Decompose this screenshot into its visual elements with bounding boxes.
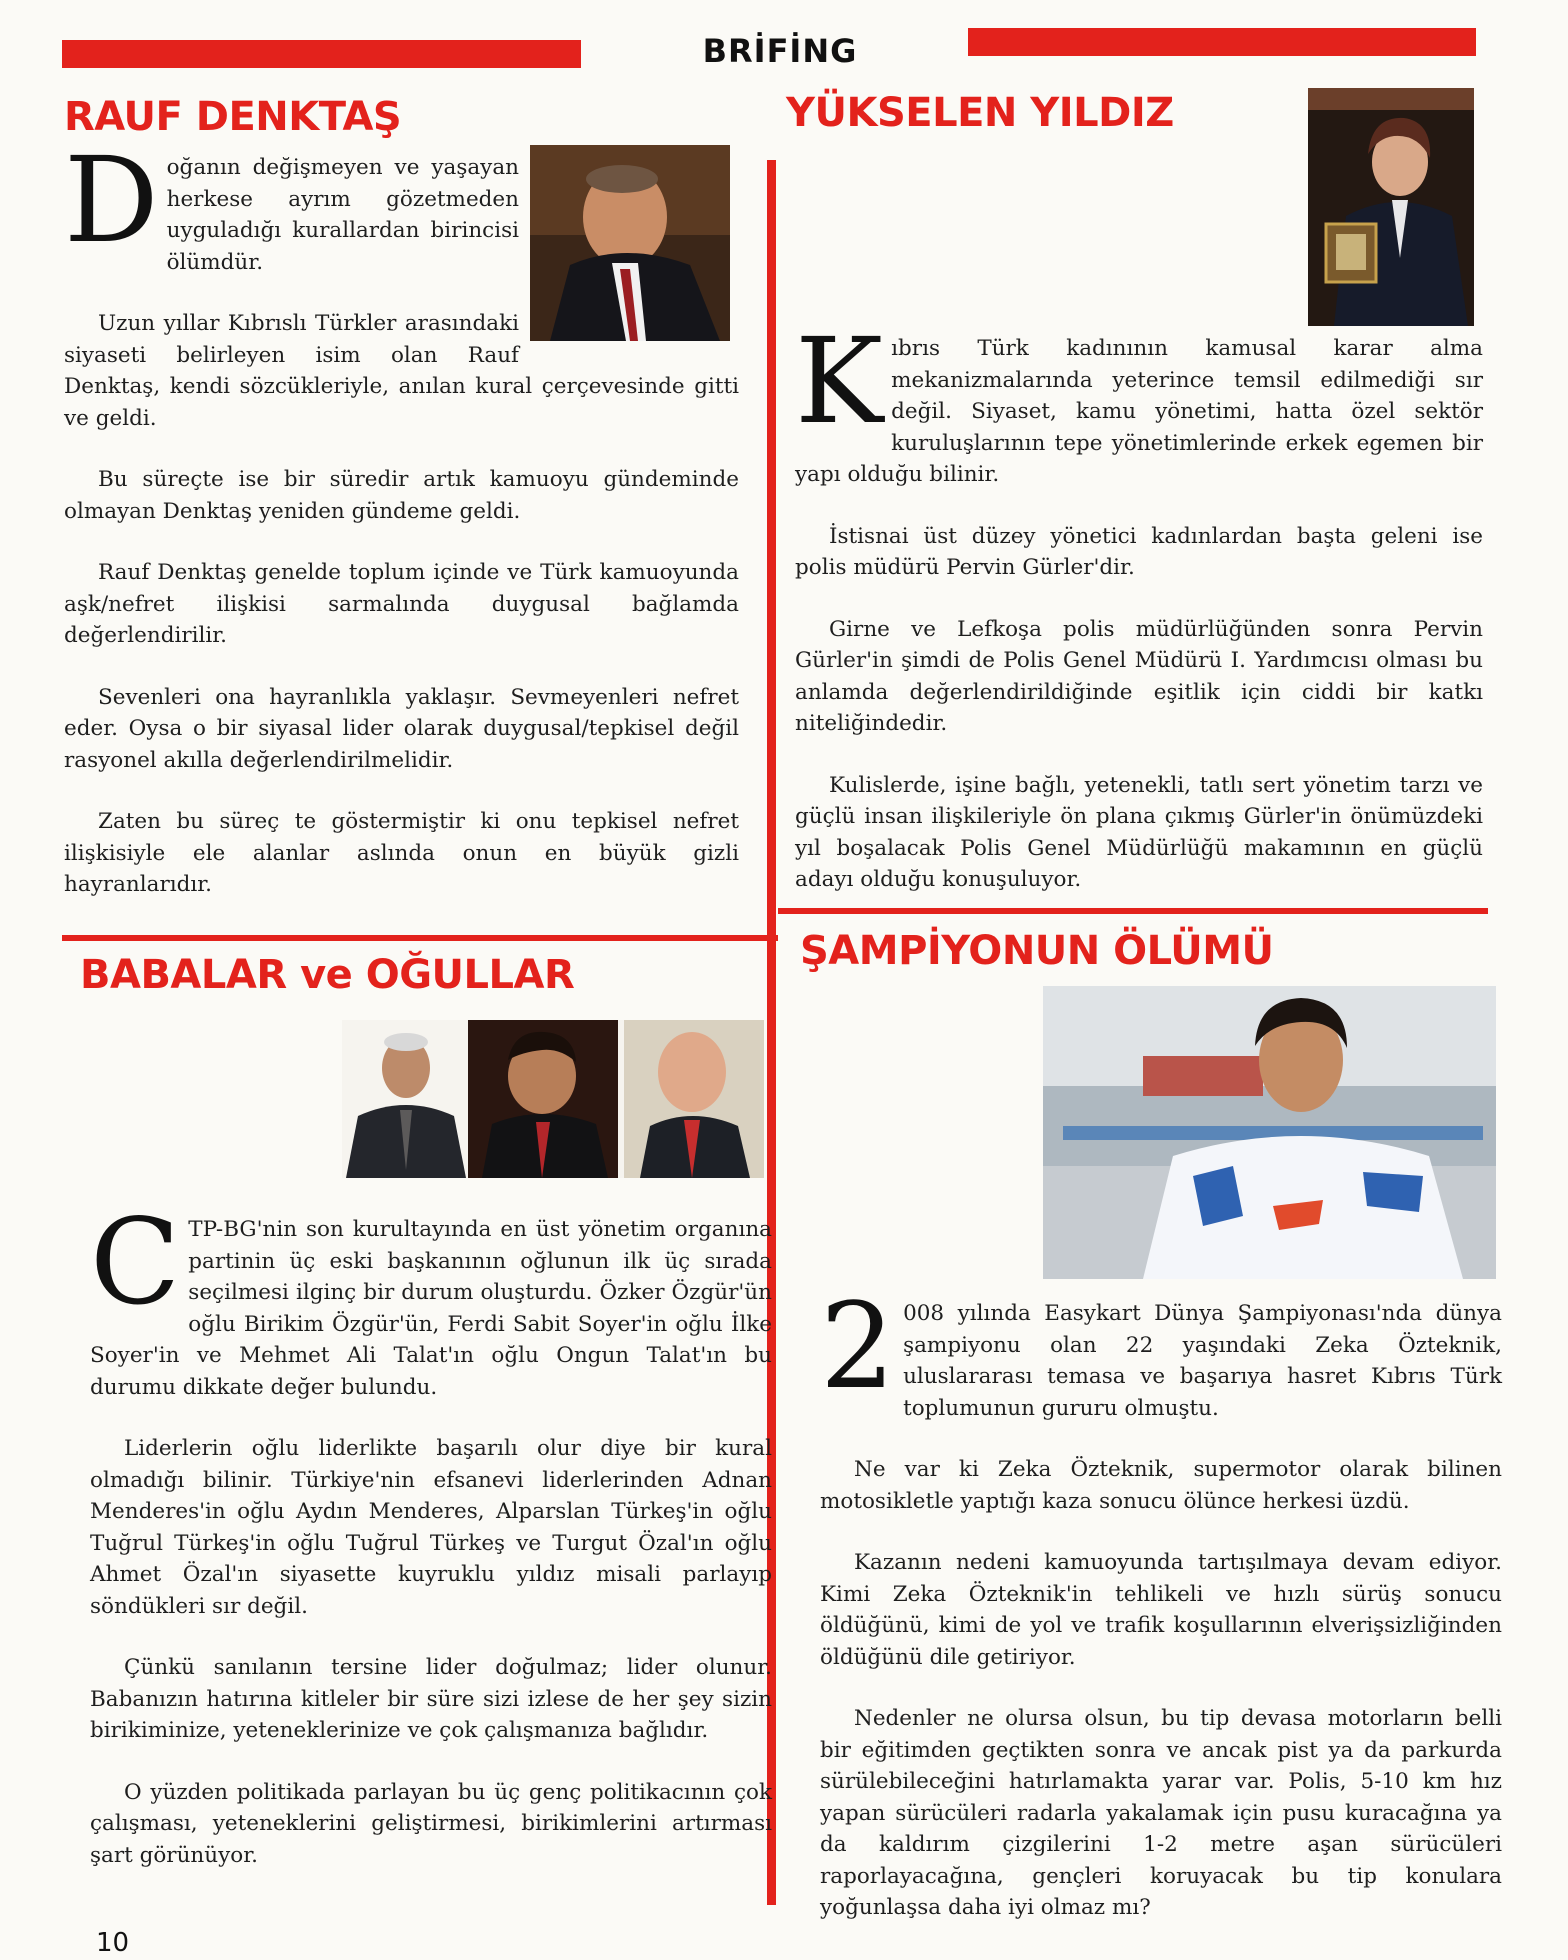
drop-cap: D <box>64 131 159 269</box>
article-paragraph: Nedenler ne olursa olsun, bu tip devasa motorların belli bir eğitimden geçtikten sonra ve ancak pist ya da parkurda sürülebileceğini hatırlamakta yarar var. Polis, 5-10 km hız yapan sürücüleri radarla yakalamak için pusu kuracağına ya da kaldırım çizgilerini 1-2 metre aşan sürücüleri raporlayacağına, gençleri koruyacak bu tip konulara yoğunlaşsa daha iyi olmaz mı? <box>820 1706 1502 1920</box>
headline-yukselen-yildiz: YÜKSELEN YILDIZ <box>786 90 1174 136</box>
article-paragraph: Sevenleri ona hayranlıkla yaklaşır. Sevmeyenleri nefret eder. Oysa o bir siyasal lider olarak duygusal/tepkisel değil rasyonel akılla değerlendirilmelidir. <box>64 684 739 773</box>
article-paragraph: Uzun yıllar Kıbrıslı Türkler arasındaki siyaseti belirleyen isim olan Rauf Denktaş, kendi sözcükleriyle, anılan kural çerçevesinde gitti ve geldi. <box>64 311 739 431</box>
drop-cap: C <box>90 1193 181 1331</box>
article-paragraph: 2 008 yılında Easykart Dünya Şampiyonası'nda dünya şampiyonu olan 22 yaşındaki Zeka Özteknik, uluslararası temasa ve başarıya hasret Kıbrıs Türk toplumunun gururu olmuştu. <box>820 1277 1502 1421</box>
section-label: BRİFİNG <box>702 32 858 70</box>
article-paragraph: Kıbrıs Türk kadınının kamusal karar alma mekanizmalarında yeterince temsil edilmediği sır değil. Siyaset, kamu yönetimi, hatta özel sektör kuruluşlarının tepe yönetimlerinde erkek egemen bir yapı olduğu bilinir. <box>795 312 1483 487</box>
row-divider-left <box>62 935 778 941</box>
headline-rauf-denktas: RAUF DENKTAŞ <box>64 94 402 140</box>
photo-three-politicians <box>342 1020 764 1178</box>
article-paragraph: Rauf Denktaş genelde toplum içinde ve Türk kamuoyunda aşk/nefret ilişkisi sarmalında duygusal bağlamda değerlendirilir. <box>64 560 739 648</box>
article-babalar-ve-ogullar-body <box>90 1193 772 1901</box>
article-rauf-denktas-body <box>64 131 739 931</box>
article-paragraph: Girne ve Lefkoşa polis müdürlüğünden sonra Pervin Gürler'in şimdi de Polis Genel Müdürü I. Yardımcısı olması bu anlamda değerlendirildiğinde eşitlik için ciddi bir katkı niteliğindedir. <box>795 616 1483 736</box>
article-paragraph: Kulislerde, işine bağlı, yetenekli, tatlı sert yönetim tarzı ve güçlü insan ilişkileriyle ön plana çıkmış Gürler'in önümüzdeki yıl boşalacak Polis Genel Müdürlüğü makamının en güçlü adayı olduğu konuşuluyor. <box>795 772 1483 892</box>
article-paragraph: Zaten bu süreç te göstermiştir ki onu tepkisel nefret ilişkisiyle ele alanlar aslında onun en büyük gizli hayranlarıdır. <box>64 809 739 897</box>
article-paragraph: Ne var ki Zeka Özteknik, supermotor olarak bilinen motosikletle yaptığı kaza sonucu ölünce herkesi üzdü. <box>820 1457 1502 1514</box>
photo-zeka-ozteknik <box>1043 986 1496 1279</box>
article-yukselen-yildiz-body <box>795 312 1483 926</box>
article-paragraph: Bu süreçte ise bir süredir artık kamuoyu gündeminde olmayan Denktaş yeniden gündeme geldi. <box>64 467 739 524</box>
article-paragraph: İstisnai üst düzey yönetici kadınlardan başta geleni ise polis müdürü Pervin Gürler'dir. <box>795 523 1483 580</box>
header-bar-right <box>968 28 1476 56</box>
article-paragraph: Liderlerin oğlu liderlikte başarılı olur diye bir kural olmadığı bilinir. Türkiye'nin efsanevi liderlerinden Adnan Menderes'in oğlu Aydın Menderes, Alparslan Türkeş'in oğlu Tuğrul Türkeş'in oğlu Tuğrul Türkeş ve Turgut Özal'ın oğlu Ahmet Özal'ın siyasette kuyruklu yıldız misali parlayıp söndükleri sır değil. <box>90 1436 772 1619</box>
article-paragraph: Çünkü sanılanın tersine lider doğulmaz; lider olunur. Babanızın hatırına kitleler bir süre sizi izlese de her şey sizin birikiminize, yeteneklerinize ve çok çalışmanıza bağlıdır. <box>90 1655 772 1743</box>
drop-cap: 2 <box>820 1277 896 1415</box>
article-paragraph: O yüzden politikada parlayan bu üç genç politikacının çok çalışması, yeteneklerini geliştirmesi, birikimlerini artırması şart görünüyor. <box>90 1779 772 1868</box>
article-paragraph: Kazanın nedeni kamuoyunda tartışılmaya devam ediyor. Kimi Zeka Özteknik'in tehlikeli ve hızlı sürüş sonucu öldüğünü, kimi de yol ve trafik koşullarının elverişsizliğinden öldüğünü dile getiriyor. <box>820 1550 1502 1670</box>
photo-pervin-gurler <box>1308 88 1474 326</box>
header-bar-left <box>62 40 581 68</box>
article-paragraph: Doğanın değişmeyen ve yaşayan herkese ayrım gözetmeden uyguladığı kurallardan birincisi ölümdür. <box>64 131 519 275</box>
headline-babalar-ve-ogullar: BABALAR ve OĞULLAR <box>80 952 575 998</box>
drop-cap: K <box>795 312 884 450</box>
article-paragraph: CTP-BG'nin son kurultayında en üst yönetim organına partinin üç eski başkanının oğlunun ilk üç sırada seçilmesi ilginç bir durum oluşturdu. Özker Özgür'ün oğlu Birikim Özgür'ün, Ferdi Sabit Soyer'in oğlu İlke Soyer'in ve Mehmet Ali Talat'ın oğlu Ongun Talat'ın bu durumu dikkate değer bulundu. <box>90 1193 772 1400</box>
page-number: 10 <box>96 1928 130 1958</box>
photo-space <box>519 152 739 344</box>
headline-sampiyonun-olumu: ŞAMPİYONUN ÖLÜMÜ <box>800 928 1274 974</box>
article-sampiyonun-olumu-body <box>820 1277 1502 1954</box>
